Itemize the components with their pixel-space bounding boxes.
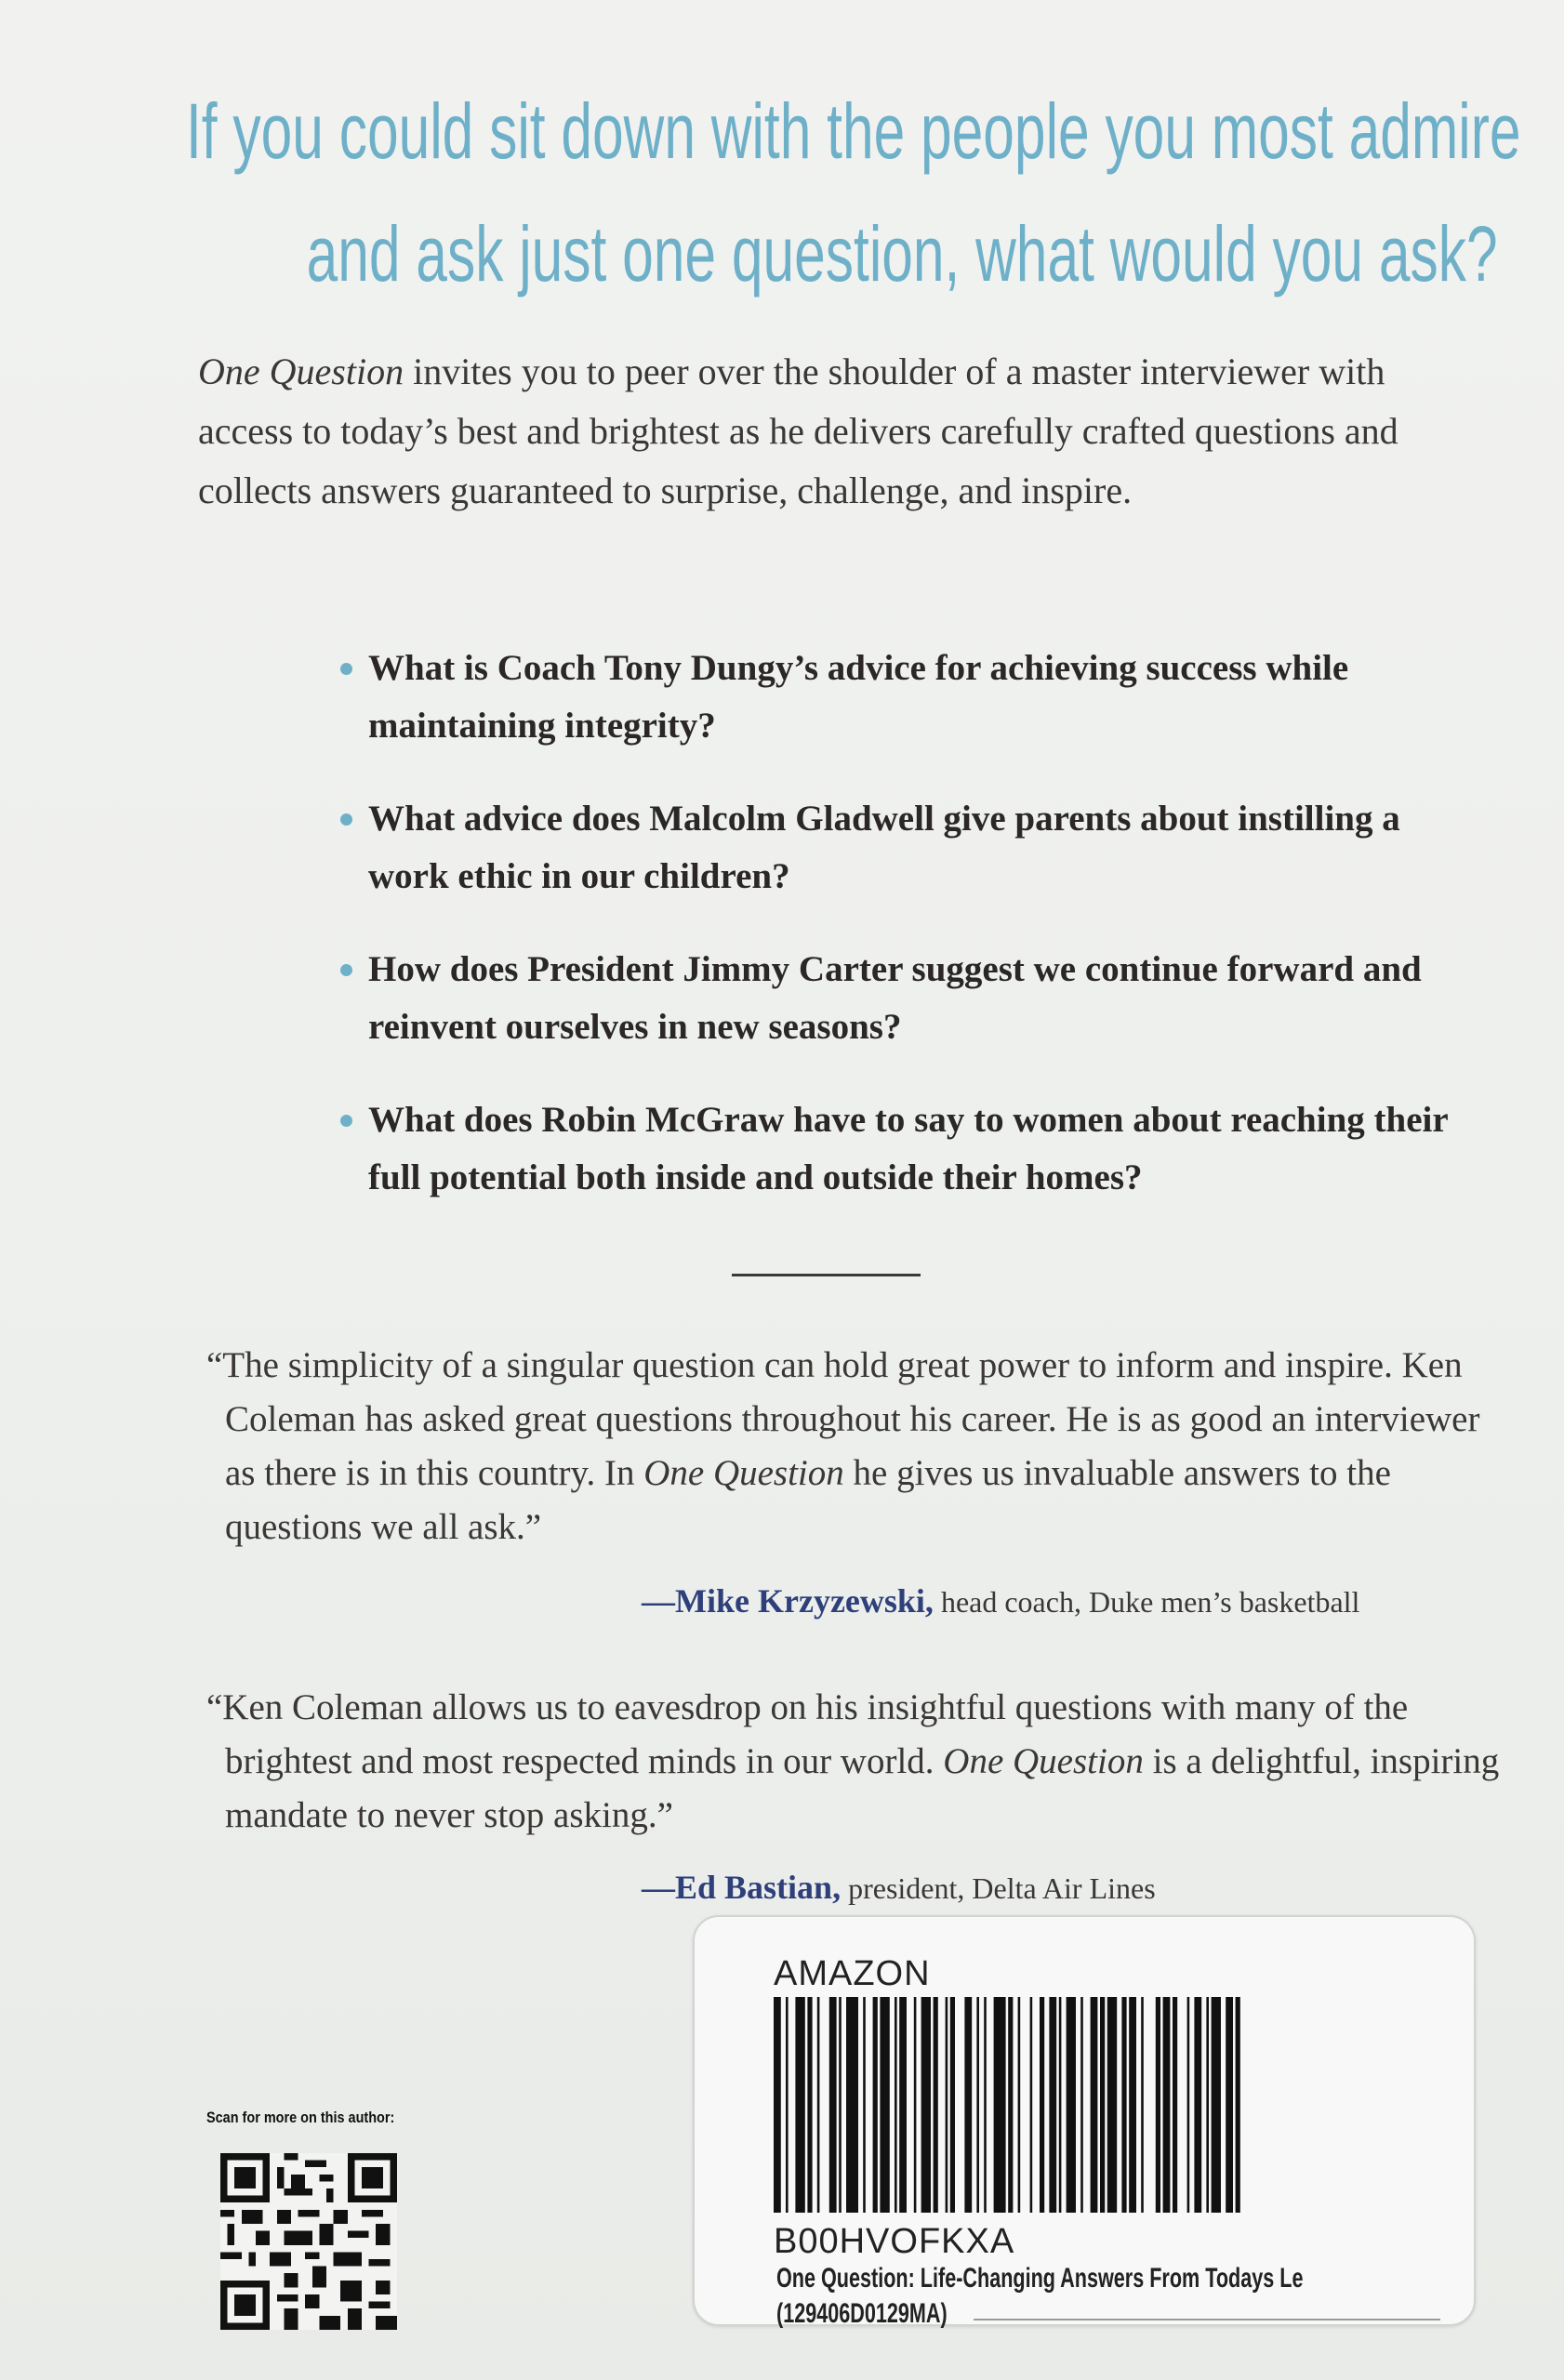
quote-book-title: One Question: [643, 1453, 844, 1493]
quote-text: “The simplicity of a singular question can hold great power to inform and inspire. Ken Coleman has asked great questions throughout his career. He is as good an interviewer as there is in this country. In: [206, 1345, 1480, 1493]
amazon-barcode-sticker: [693, 1915, 1476, 2329]
attribution-name: —Ed Bastian,: [642, 1869, 842, 1906]
sticker-rule: [974, 2319, 1440, 2320]
sticker-vendor: AMAZON: [774, 1954, 931, 1993]
qr-code-icon[interactable]: [220, 2153, 397, 2330]
bullet-dot-icon: [340, 663, 352, 675]
list-item-text: What advice does Malcolm Gladwell give parents about instilling a work ethic in our children?: [368, 799, 1400, 896]
qr-label: Scan for more on this author:: [206, 2109, 395, 2126]
sticker-code: B00HVOFKXA: [774, 2222, 1015, 2261]
list-item-text: How does President Jimmy Carter suggest we continue forward and reinvent ourselves in new seasons?: [368, 949, 1422, 1047]
headline-line-2: and ask just one question, what would you ask?: [306, 210, 1498, 298]
sticker-title: One Question: Life-Changing Answers From Todays Le: [776, 2263, 1304, 2294]
quote-text: “Ken Coleman allows us to eavesdrop on his insightful questions with many of the brightest and most respected minds in our world.: [206, 1687, 1409, 1781]
list-item-text: What is Coach Tony Dungy’s advice for achieving success while maintaining integrity?: [368, 648, 1349, 746]
intro-book-title: One Question: [198, 350, 404, 392]
quote-1-attribution: [642, 1580, 1359, 1622]
intro-paragraph: [198, 342, 1481, 521]
quote-text: he gives us invaluable answers to the questions we all ask.”: [225, 1453, 1391, 1547]
list-item: [335, 941, 1469, 1056]
list-item: [335, 640, 1469, 755]
quote-text: is a delightful, inspiring mandate to never stop asking.”: [225, 1741, 1500, 1835]
question-list: [335, 640, 1469, 1242]
endorsement-quote-1: [206, 1339, 1508, 1554]
bullet-dot-icon: [340, 1115, 352, 1127]
endorsement-quote-2: [206, 1681, 1508, 1843]
intro-text: invites you to peer over the shoulder of a master interviewer with access to today’s best and brightest as he delivers carefully crafted questions and collects answers guaranteed to surprise, challenge, and inspire.: [198, 350, 1398, 511]
attribution-role: president, Delta Air Lines: [841, 1871, 1156, 1905]
barcode-icon: [774, 1997, 1338, 2213]
bullet-dot-icon: [340, 813, 352, 826]
headline-line-1: If you could sit down with the people you most admire: [186, 87, 1521, 175]
bullet-dot-icon: [340, 964, 352, 976]
divider: [732, 1274, 921, 1276]
list-item: [335, 1091, 1469, 1207]
sticker-id: (129406D0129MA): [776, 2298, 948, 2329]
list-item: [335, 790, 1469, 906]
quote-2-attribution: [642, 1867, 1156, 1909]
attribution-name: —Mike Krzyzewski,: [642, 1582, 934, 1620]
headline: [186, 70, 1521, 315]
attribution-role: head coach, Duke men’s basketball: [933, 1585, 1360, 1619]
quote-book-title: One Question: [943, 1741, 1144, 1781]
list-item-text: What does Robin McGraw have to say to women about reaching their full potential both inside and outside their homes?: [368, 1100, 1448, 1197]
